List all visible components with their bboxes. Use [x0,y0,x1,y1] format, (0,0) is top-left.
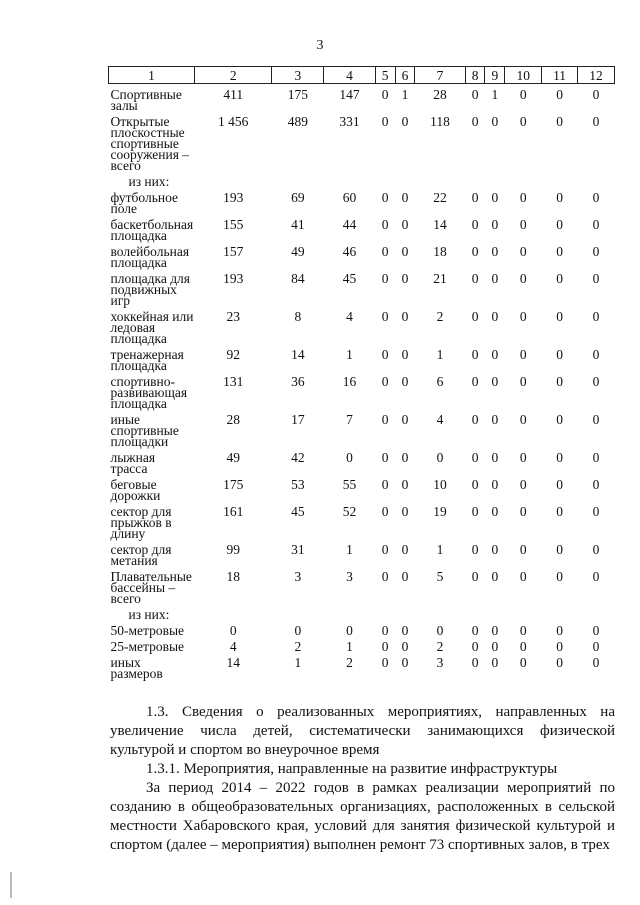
table-cell: 28 [433,87,447,102]
table-cell: 0 [491,639,499,654]
table-cell: 0 [381,477,389,492]
column-header-1: 1 [109,67,195,84]
table-cell: 45 [291,504,305,519]
table-cell: 1 [346,347,353,362]
table-cell: 69 [291,190,305,205]
table-row [109,268,615,306]
table-cell: 49 [291,244,305,259]
column-header-7: 7 [415,67,465,84]
table-cell [195,171,272,187]
table-cell: 0 [471,450,479,465]
row-subheading: из них: [128,607,170,622]
table-row [109,501,615,539]
table-cell: 0 [491,309,499,324]
row-label: лыжная трасса [110,450,156,476]
row-label: Спортивные залы [110,87,182,113]
table-cell [375,604,395,620]
table-header-row [109,67,615,84]
table-row [109,474,615,501]
table-cell: 0 [381,217,389,232]
table-cell: 3 [436,655,444,670]
table-cell: 0 [401,569,409,584]
row-label: Плавательные бассейны – всего [110,569,192,606]
table-cell: 0 [491,244,499,259]
table-cell: 0 [471,190,479,205]
table-cell: 36 [291,374,305,389]
table-cell: 0 [346,623,353,638]
table-cell: 0 [401,347,409,362]
table-cell: 0 [556,655,563,670]
table-cell: 14 [291,347,305,362]
table-cell: 55 [342,477,357,492]
table-cell: 0 [519,450,527,465]
table-cell: 0 [556,190,563,205]
table-row [109,84,615,112]
table-cell: 42 [291,450,305,465]
table-cell: 41 [291,217,305,232]
table-cell: 0 [401,217,409,232]
table-cell: 0 [401,477,409,492]
table-cell [324,604,376,620]
table-cell: 0 [491,217,499,232]
table-cell: 8 [294,309,302,324]
table-cell: 0 [471,374,479,389]
table-cell: 1 [294,655,302,670]
table-cell: 0 [471,347,479,362]
table-cell [375,171,395,187]
table-cell: 3 [346,569,353,584]
table-cell: 0 [556,623,563,638]
table-cell: 0 [556,217,563,232]
table-cell: 0 [471,114,479,129]
table-cell: 4 [436,412,444,427]
table-cell: 0 [592,542,600,557]
table-cell: 1 [436,347,444,362]
column-header-12: 12 [577,67,614,84]
table-cell: 0 [556,271,563,286]
table-row [109,187,615,214]
table-cell: 0 [381,271,389,286]
table-cell: 0 [401,639,409,654]
body-paragraph: За период 2014 – 2022 годов в рамках реализации мероприятий по созданию в общеобразовательных организациях, расположенных в сельской местности Хабаровского края, условий для занятия физической культурой и спортом (далее – мероприятия) выполнен ремонт 73 спортивных залов, в трех [110,780,615,853]
table-cell: 0 [519,639,527,654]
table-cell: 2 [436,309,444,324]
table-cell: 2 [436,639,444,654]
table-cell: 0 [491,347,499,362]
table-cell: 0 [471,87,479,102]
table-cell: 0 [592,412,600,427]
column-header-9: 9 [485,67,505,84]
table-cell: 0 [556,542,563,557]
table-cell: 0 [491,569,499,584]
table-cell: 45 [342,271,357,286]
table-cell: 84 [291,271,305,286]
table-cell: 0 [592,87,600,102]
table-cell: 0 [519,217,527,232]
table-cell: 19 [433,504,447,519]
table-cell: 0 [436,623,444,638]
table-cell: 18 [433,244,447,259]
row-label: 50-метровые [110,623,185,638]
table-cell [415,604,465,620]
table-cell: 0 [556,477,563,492]
table-cell: 0 [381,374,389,389]
table-cell [272,171,324,187]
section-1-3-1-heading: 1.3.1. Мероприятия, направленные на развитие инфраструктуры [146,761,558,777]
table-cell [465,171,485,187]
table-cell: 3 [294,569,302,584]
table-cell: 0 [381,309,389,324]
table-cell: 0 [592,450,600,465]
table-cell: 0 [556,569,563,584]
table-cell: 0 [491,504,499,519]
table-row [109,111,615,171]
table-cell: 0 [401,504,409,519]
table-cell: 0 [556,374,563,389]
table-cell: 0 [381,87,389,102]
table-cell: 0 [381,114,389,129]
table-cell [272,604,324,620]
table-cell: 1 [346,542,353,557]
table-cell: 1 [436,542,444,557]
table-cell: 0 [346,450,353,465]
row-label: беговые дорожки [110,477,161,503]
table-cell: 0 [556,412,563,427]
row-label: спортивно-развивающая площадка [110,374,188,411]
table-cell: 155 [223,217,244,232]
table-cell: 175 [223,477,244,492]
row-label: сектор для метания [110,542,172,568]
table-cell: 0 [491,412,499,427]
table-cell: 60 [342,190,357,205]
table-cell: 1 [346,639,353,654]
table-cell: 0 [592,623,600,638]
table-row [109,652,615,679]
table-cell: 411 [223,87,244,102]
table-cell: 2 [346,655,353,670]
table-cell: 1 456 [218,114,249,129]
table-cell: 0 [471,217,479,232]
table-cell: 0 [471,639,479,654]
table-cell: 0 [401,655,409,670]
table-cell: 0 [592,244,600,259]
table-cell [395,171,415,187]
column-header-4: 4 [324,67,376,84]
table-cell: 0 [401,374,409,389]
column-header-2: 2 [195,67,272,84]
table-cell: 0 [471,412,479,427]
table-cell: 161 [223,504,244,519]
table-cell [485,604,505,620]
table-cell: 0 [381,655,389,670]
table-cell: 0 [519,412,527,427]
scan-edge-mark [10,872,12,898]
table-cell: 0 [381,190,389,205]
table-cell: 0 [381,347,389,362]
table-cell: 0 [471,477,479,492]
table-cell: 0 [491,477,499,492]
table-cell: 0 [401,412,409,427]
table-cell: 7 [346,412,353,427]
table-cell: 0 [592,347,600,362]
table-cell: 0 [519,542,527,557]
row-label: тренажерная площадка [110,347,184,373]
table-cell: 0 [471,504,479,519]
table-cell: 0 [471,655,479,670]
table-row [109,566,615,604]
table-cell: 53 [291,477,305,492]
table-cell: 5 [436,569,444,584]
table-cell: 0 [491,655,499,670]
table-cell: 0 [519,309,527,324]
table-cell: 0 [519,87,527,102]
table-cell: 0 [592,374,600,389]
table-cell [542,604,578,620]
table-cell: 16 [342,374,357,389]
table-row [109,214,615,241]
table-cell [542,171,578,187]
table-row [109,409,615,447]
row-label: Открытые плоскостные спортивные сооружения – всего [110,114,190,173]
table-row [109,604,615,620]
table-cell [577,171,614,187]
table-cell: 147 [339,87,360,102]
column-header-10: 10 [505,67,542,84]
table-row [109,371,615,409]
table-cell: 0 [592,309,600,324]
table-cell [485,171,505,187]
table-cell: 0 [519,623,527,638]
table-cell: 4 [229,639,237,654]
table-row [109,620,615,636]
table-cell [195,604,272,620]
table-cell: 0 [471,569,479,584]
facilities-table [108,66,615,679]
column-header-8: 8 [465,67,485,84]
table-cell: 31 [291,542,305,557]
table-cell: 0 [519,569,527,584]
table-cell: 0 [401,309,409,324]
table-cell: 1 [491,87,499,102]
table-cell: 0 [519,244,527,259]
table-cell: 0 [381,412,389,427]
table-cell: 0 [556,504,563,519]
row-label: иные спортивные площадки [110,412,179,449]
section-1-3-paragraph: 1.3. Сведения о реализованных мероприятиях, направленных на увеличение числа детей, систематически занимающихся физической культурой и спортом во внеурочное время [110,704,615,758]
table-cell: 0 [519,655,527,670]
table-cell: 0 [381,639,389,654]
table-cell: 10 [433,477,447,492]
table-cell [505,171,542,187]
table-cell: 0 [592,655,600,670]
row-label: хоккейная или ледовая площадка [110,309,194,346]
table-cell: 0 [519,347,527,362]
table-cell: 0 [556,450,563,465]
table-cell: 193 [223,190,244,205]
table-cell: 92 [226,347,240,362]
table-cell: 0 [519,374,527,389]
table-body [109,84,615,680]
row-label: иных размеров [110,655,163,681]
table-cell: 0 [519,504,527,519]
table-cell: 0 [592,477,600,492]
column-header-6: 6 [395,67,415,84]
table-cell: 14 [433,217,447,232]
table-cell: 0 [519,114,527,129]
table-cell: 0 [381,450,389,465]
table-cell: 0 [294,623,302,638]
table-cell: 0 [381,623,389,638]
table-cell: 131 [223,374,244,389]
table-cell [415,171,465,187]
table-cell: 0 [556,309,563,324]
table-cell: 1 [401,87,409,102]
row-label: площадка для подвижных игр [110,271,191,308]
table-cell: 17 [291,412,305,427]
table-cell: 0 [491,271,499,286]
table-row [109,306,615,344]
table-cell: 0 [491,542,499,557]
table-cell: 0 [401,623,409,638]
table-cell: 21 [433,271,447,286]
table-cell: 22 [433,190,447,205]
table-cell: 0 [491,623,499,638]
table-cell: 0 [381,569,389,584]
table-cell: 0 [592,271,600,286]
table-cell: 0 [592,114,600,129]
table-cell: 0 [491,374,499,389]
table-cell: 14 [226,655,240,670]
table-cell: 489 [287,114,308,129]
table-row [109,447,615,474]
column-header-3: 3 [272,67,324,84]
table-cell: 46 [342,244,357,259]
table-cell: 175 [287,87,308,102]
column-header-11: 11 [542,67,578,84]
table-cell: 0 [471,309,479,324]
table-cell: 0 [592,504,600,519]
table-cell: 28 [226,412,240,427]
table-cell: 0 [592,639,600,654]
table-cell: 0 [491,190,499,205]
table-cell: 0 [519,190,527,205]
table-row [109,636,615,652]
table-cell: 0 [491,450,499,465]
table-cell: 0 [436,450,444,465]
row-label: сектор для прыжков в длину [110,504,172,541]
table-cell [395,604,415,620]
row-subheading: из них: [128,174,170,189]
table-cell: 0 [556,347,563,362]
table-cell: 0 [592,217,600,232]
table-cell: 0 [592,190,600,205]
table-cell: 193 [223,271,244,286]
table-cell [465,604,485,620]
table-cell: 0 [401,450,409,465]
row-label: 25-метровые [110,639,185,654]
row-label: футбольное поле [110,190,179,216]
table-cell: 23 [226,309,240,324]
table-cell: 0 [381,504,389,519]
table-cell [324,171,376,187]
table-cell: 44 [342,217,357,232]
table-cell: 157 [223,244,244,259]
table-cell: 0 [381,244,389,259]
table-cell: 0 [491,114,499,129]
table-cell: 0 [401,114,409,129]
row-label: волейбольная площадка [110,244,190,270]
table-cell: 0 [401,190,409,205]
table-cell: 0 [471,542,479,557]
table-cell: 0 [556,87,563,102]
table-cell: 118 [430,114,450,129]
table-cell: 0 [381,542,389,557]
table-cell: 0 [229,623,237,638]
table-cell: 0 [401,271,409,286]
table-cell: 0 [556,244,563,259]
table-cell: 6 [436,374,444,389]
page-number: 3 [316,38,324,53]
table-row [109,344,615,371]
table-cell [577,604,614,620]
table-cell: 0 [556,114,563,129]
table-cell: 0 [471,271,479,286]
table-cell: 0 [556,639,563,654]
table-cell: 0 [592,569,600,584]
table-cell: 52 [342,504,357,519]
table-cell [505,604,542,620]
table-cell: 2 [294,639,302,654]
table-cell: 0 [519,271,527,286]
table-row [109,171,615,187]
table-cell: 99 [226,542,240,557]
table-cell: 0 [401,542,409,557]
row-label: баскетбольная площадка [110,217,194,243]
table-row [109,241,615,268]
column-header-5: 5 [375,67,395,84]
table-row [109,539,615,566]
table-cell: 331 [339,114,360,129]
table-cell: 0 [401,244,409,259]
table-cell: 0 [471,623,479,638]
table-cell: 4 [346,309,353,324]
table-cell: 49 [226,450,240,465]
table-cell: 0 [471,244,479,259]
table-cell: 0 [519,477,527,492]
table-cell: 18 [226,569,240,584]
